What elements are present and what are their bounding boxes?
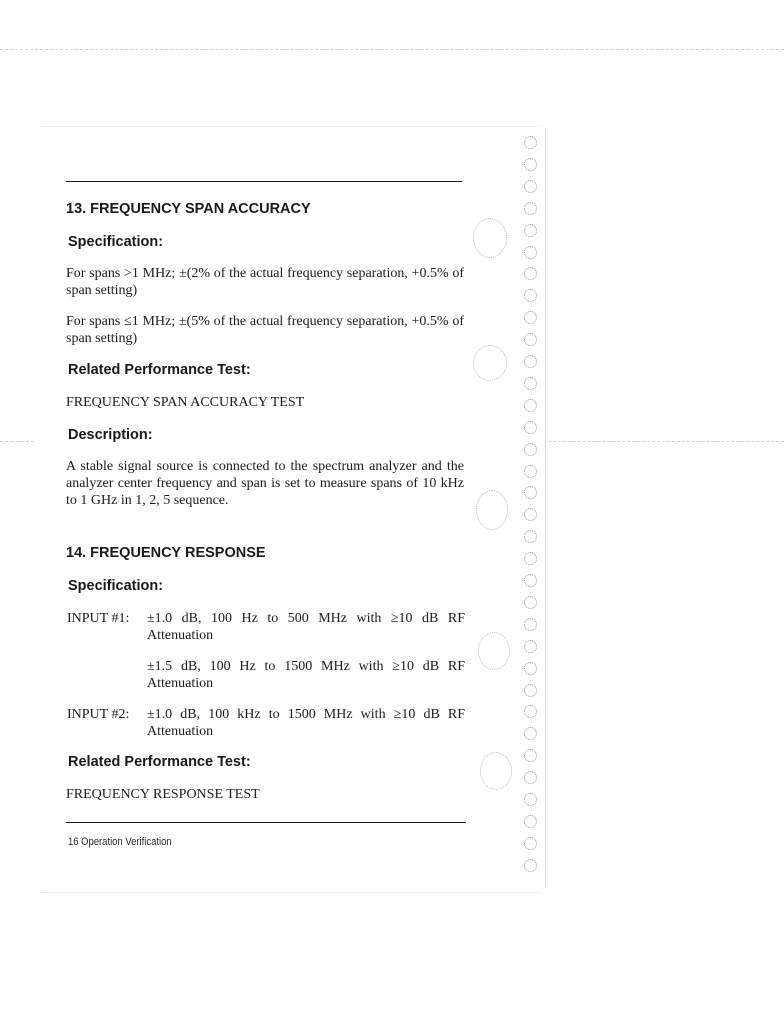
binder-hole [524, 443, 537, 456]
input-1-spec-line-2: ±1.5 dB, 100 Hz to 1500 MHz with ≥10 dB RF Attenuation [147, 659, 465, 691]
input-1-label: INPUT #1: [67, 611, 130, 626]
binder-hole [524, 246, 537, 259]
input-2-spec-line-1: ±1.0 dB, 100 kHz to 1500 MHz with ≥10 dB RF Attenuation [147, 707, 465, 739]
binder-hole [524, 793, 537, 806]
footer-divider [66, 822, 466, 823]
binder-hole [524, 749, 537, 762]
binder-hole [524, 508, 537, 521]
binder-hole [524, 289, 537, 302]
binder-hole [524, 640, 537, 653]
binder-hole [524, 399, 537, 412]
binder-hole [524, 311, 537, 324]
binder-hole [524, 574, 537, 587]
binder-ring [478, 632, 510, 670]
section-13-spec-heading: Specification: [68, 234, 164, 250]
binder-hole [524, 815, 537, 828]
binder-hole [524, 377, 537, 390]
binder-hole [524, 771, 537, 784]
section-13-title: 13. FREQUENCY SPAN ACCURACY [66, 201, 311, 217]
binder-hole [524, 355, 537, 368]
page-footer: 16 Operation Verification [68, 836, 172, 848]
binder-hole [524, 465, 537, 478]
input-2-label: INPUT #2: [67, 707, 130, 722]
binder-hole [524, 705, 537, 718]
top-edge-line [0, 49, 784, 50]
binder-hole [524, 530, 537, 543]
binder-hole [524, 684, 537, 697]
binder-hole [524, 552, 537, 565]
binder-hole [524, 727, 537, 740]
section-divider-top [66, 181, 462, 182]
binder-ring [480, 752, 512, 790]
section-14-spec-heading: Specification: [68, 578, 164, 594]
section-14-title: 14. FREQUENCY RESPONSE [66, 545, 266, 561]
binder-hole [524, 158, 537, 171]
left-margin-mark [0, 441, 34, 442]
binder-hole [524, 596, 537, 609]
section-14-perf-test: FREQUENCY RESPONSE TEST [66, 787, 260, 802]
binder-hole [524, 486, 537, 499]
input-1-spec-line-1: ±1.0 dB, 100 Hz to 500 MHz with ≥10 dB RF Attenuation [147, 611, 465, 643]
page-fold-line-bottom [40, 892, 540, 893]
section-13-spec-line-1: For spans >1 MHz; ±(2% of the actual frequency separation, +0.5% of span setting) [66, 266, 464, 298]
section-13-spec-line-2: For spans ≤1 MHz; ±(5% of the actual frequency separation, +0.5% of span setting) [66, 314, 464, 346]
section-13-description: A stable signal source is connected to the spectrum analyzer and the analyzer center frequency and span is set to measure spans of 10 kHz to 1 GHz in 1, 2, 5 sequence. [66, 459, 464, 508]
section-13-perf-heading: Related Performance Test: [68, 362, 251, 378]
binder-hole [524, 618, 537, 631]
binder-rail [545, 128, 546, 888]
right-margin-mark [548, 441, 784, 442]
binder-hole [524, 421, 537, 434]
binder-hole [524, 136, 537, 149]
binder-hole [524, 180, 537, 193]
binder-ring [476, 490, 508, 530]
binder-ring [473, 218, 507, 258]
binder-hole [524, 267, 537, 280]
section-14-perf-heading: Related Performance Test: [68, 754, 251, 770]
section-13-perf-test: FREQUENCY SPAN ACCURACY TEST [66, 395, 305, 410]
binder-hole [524, 333, 537, 346]
binder-hole [524, 224, 537, 237]
binder-hole [524, 859, 537, 872]
binder-hole [524, 837, 537, 850]
section-13-desc-heading: Description: [68, 427, 153, 443]
page-fold-line-top [40, 126, 540, 127]
binder-ring [473, 345, 507, 381]
binder-hole [524, 662, 537, 675]
binder-hole [524, 202, 537, 215]
